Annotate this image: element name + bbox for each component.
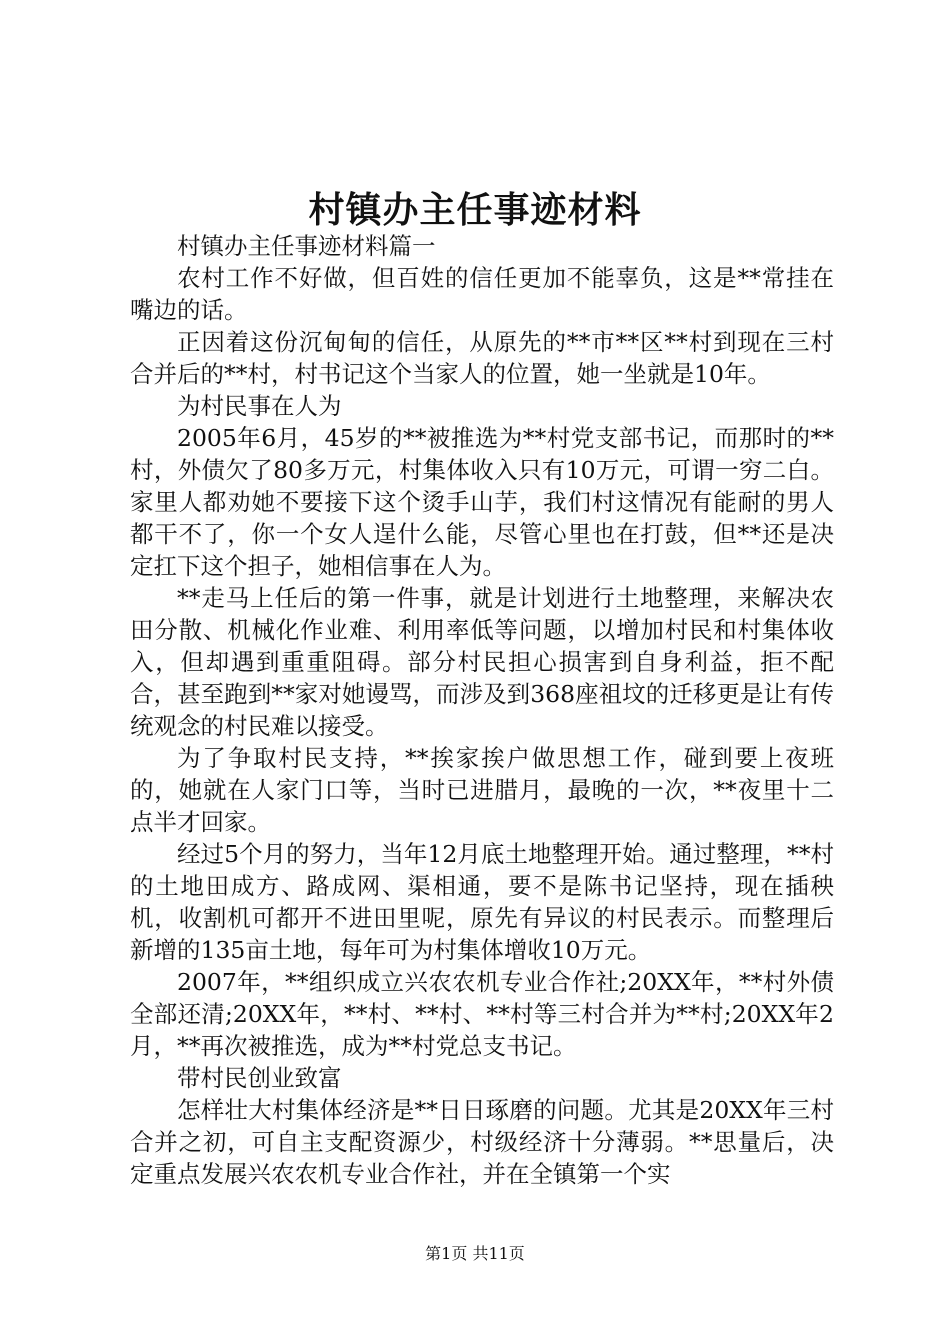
body-paragraph: 正因着这份沉甸甸的信任，从原先的**市**区**村到现在三村合并后的**村，村书记这个当家人的位置，她一坐就是10年。 bbox=[130, 328, 834, 388]
body-paragraph: 怎样壮大村集体经济是**日日琢磨的问题。尤其是20XX年三村合并之初，可自主支配资源少，村级经济十分薄弱。**思量后，决定重点发展兴农农机专业合作社，并在全镇第一个实 bbox=[130, 1096, 834, 1188]
body-paragraph: 2007年，**组织成立兴农农机专业合作社;20XX年，**村外债全部还清;20XX年，**村、**村、**村等三村合并为**村;20XX年2月，**再次被推选，成为**村党总支书记。 bbox=[130, 968, 834, 1060]
body-paragraph: 经过5个月的努力，当年12月底土地整理开始。通过整理，**村的土地田成方、路成网、渠相通，要不是陈书记坚持，现在插秧机，收割机可都开不进田里呢，原先有异议的村民表示。而整理后新增的135亩土地，每年可为村集体增收10万元。 bbox=[130, 840, 834, 964]
section-heading: 为村民事在人为 bbox=[177, 392, 342, 420]
body-paragraph: 2005年6月，45岁的**被推选为**村党支部书记，而那时的**村，外债欠了80多万元，村集体收入只有10万元，可谓一穷二白。家里人都劝她不要接下这个烫手山芋，我们村这情况有能耐的男人都干不了，你一个女人逞什么能，尽管心里也在打鼓，但**还是决定扛下这个担子，她相信事在人为。 bbox=[130, 424, 834, 580]
body-paragraph: 农村工作不好做，但百姓的信任更加不能辜负，这是**常挂在嘴边的话。 bbox=[130, 264, 834, 324]
body-paragraph: 为了争取村民支持，**挨家挨户做思想工作，碰到要上夜班的，她就在人家门口等，当时已进腊月，最晚的一次，**夜里十二点半才回家。 bbox=[130, 744, 834, 836]
section-heading: 带村民创业致富 bbox=[177, 1064, 342, 1092]
document-title: 村镇办主任事迹材料 bbox=[308, 189, 642, 231]
section-heading-intro: 村镇办主任事迹材料篇一 bbox=[177, 232, 436, 260]
page-footer: 第1页 共11页 bbox=[425, 1244, 525, 1263]
body-paragraph: **走马上任后的第一件事，就是计划进行土地整理，来解决农田分散、机械化作业难、利用率低等问题，以增加村民和村集体收入，但却遇到重重阻碍。部分村民担心损害到自身利益，拒不配合，甚至跑到**家对她谩骂，而涉及到368座祖坟的迁移更是让有传统观念的村民难以接受。 bbox=[130, 584, 834, 740]
document-body bbox=[130, 230, 834, 1190]
